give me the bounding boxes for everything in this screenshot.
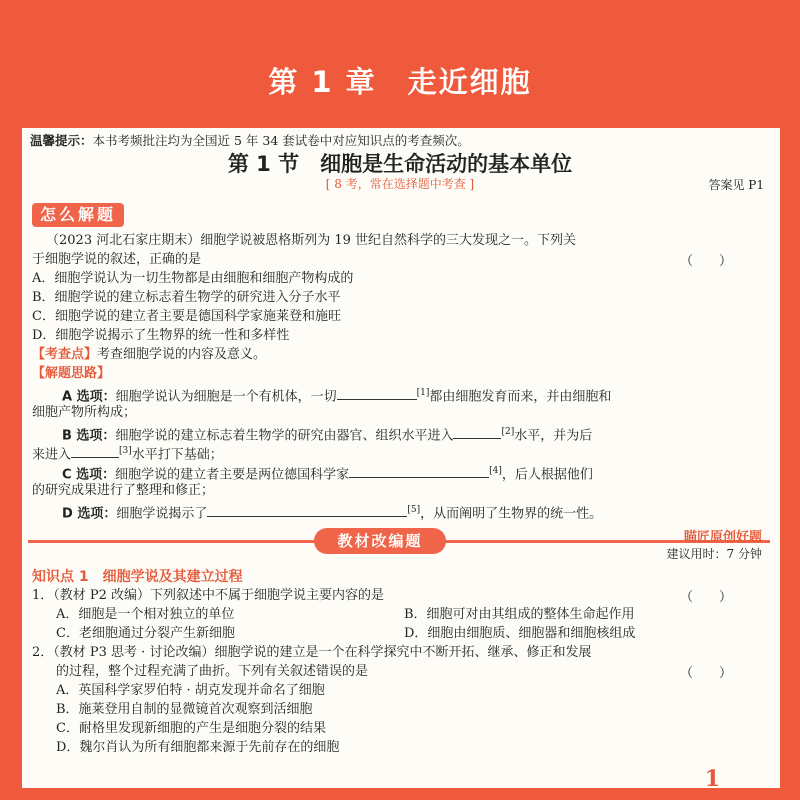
- knowledge-point-title: 知识点 1 细胞学说及其建立过程: [32, 569, 243, 585]
- q2-option-b: B．施莱登用自制的显微镜首次观察到活细胞: [56, 702, 313, 717]
- original-questions-label: 瞄匠原创好题: [683, 530, 762, 545]
- q1-option-d: D．细胞由细胞质、细胞器和细胞核组成: [404, 626, 636, 641]
- footer-frame: [0, 788, 800, 800]
- example-stem-line1: （2023 河北石家庄期末）细胞学说被恩格斯列为 19 世纪自然科学的三大发现之一。下列关: [46, 233, 577, 248]
- answer-blank-4[interactable]: [349, 463, 489, 478]
- chapter-title: 第 1 章 走近细胞: [268, 65, 532, 99]
- answer-blank-2[interactable]: [453, 424, 501, 439]
- approach-c-line1: C 选项：细胞学说的建立者主要是两位德国科学家 [4]，后人根据他们: [62, 462, 593, 484]
- tip: [30, 131, 470, 149]
- answer-blank-5[interactable]: [207, 502, 407, 517]
- q2-stem-line2: 的过程，整个过程充满了曲折。下列有关叙述错误的是: [56, 664, 369, 679]
- page-number: 1: [704, 766, 720, 792]
- q2-option-d: D．魏尔肖认为所有细胞都来源于先前存在的细胞: [56, 740, 340, 755]
- q1-stem: 1．（教材 P2 改编）下列叙述中不属于细胞学说主要内容的是: [32, 588, 385, 603]
- frequency-note: [ 8 考，常在选择题中考查 ]: [325, 177, 475, 191]
- approach-label: 【解题思路】: [32, 366, 111, 381]
- section-title: 第 1 节 细胞是生命活动的基本单位: [227, 152, 573, 176]
- approach-b-line1: B 选项：细胞学说的建立标志着生物学的研究由器官、组织水平进入 [2]水平，并为后: [62, 423, 592, 445]
- example-option-d: D．细胞学说揭示了生物界的统一性和多样性: [32, 328, 290, 343]
- exam-point-text: 考查细胞学说的内容及意义。: [97, 347, 267, 362]
- exam-point: [32, 345, 266, 364]
- exam-point-label: 【考查点】: [32, 347, 98, 362]
- q2-option-c: C．耐格里发现新细胞的产生是细胞分裂的结果: [56, 721, 326, 736]
- answer-reference: 答案见 P1: [708, 178, 764, 192]
- q2-option-a: A．英国科学家罗伯特 · 胡克发现并命名了细胞: [56, 683, 325, 698]
- q1-option-a: A．细胞是一个相对独立的单位: [56, 607, 235, 622]
- tip-text: 本书考频批注均为全国近 5 年 34 套试卷中对应知识点的考查频次。: [92, 133, 470, 148]
- approach-d-line1: D 选项：细胞学说揭示了 [5]，从而阐明了生物界的统一性。: [62, 501, 602, 523]
- example-stem-line2: 于细胞学说的叙述，正确的是: [32, 252, 202, 267]
- example-option-a: A．细胞学说认为一切生物都是由细胞和细胞产物构成的: [32, 271, 354, 286]
- example-option-c: C．细胞学说的建立者主要是德国科学家施莱登和施旺: [32, 309, 341, 324]
- answer-blank-1[interactable]: [337, 385, 417, 400]
- approach-a-line1: A 选项：细胞学说认为细胞是一个有机体，一切 [1]都由细胞发育而来，并由细胞和: [62, 384, 611, 406]
- approach-b-line2: 来进入 [3]水平打下基础；: [32, 442, 223, 464]
- approach-c-line2: 的研究成果进行了整理和修正；: [32, 483, 215, 498]
- example-option-b: B．细胞学说的建立标志着生物学的研究进入分子水平: [32, 290, 341, 305]
- approach-a-line2: 细胞产物所构成；: [32, 405, 137, 420]
- q2-answer-paren: （ ）: [680, 666, 733, 681]
- how-to-solve-badge: 怎么解题: [32, 203, 124, 227]
- q1-answer-paren: （ ）: [680, 590, 733, 605]
- q2-stem-line1: 2．（教材 P3 思考 · 讨论改编）细胞学说的建立是一个在科学探究中不断开拓、继承、修正和发展: [32, 645, 592, 660]
- answer-blank-3[interactable]: [71, 443, 119, 458]
- suggested-time: 建议用时：7 分钟: [666, 547, 762, 561]
- tip-label: 温馨提示：: [30, 133, 93, 148]
- example-answer-paren: （ ）: [680, 254, 733, 269]
- textbook-banner: 教材改编题: [314, 528, 446, 554]
- q1-option-c: C．老细胞通过分裂产生新细胞: [56, 626, 235, 641]
- q1-option-b: B．细胞可对由其组成的整体生命起作用: [404, 607, 635, 622]
